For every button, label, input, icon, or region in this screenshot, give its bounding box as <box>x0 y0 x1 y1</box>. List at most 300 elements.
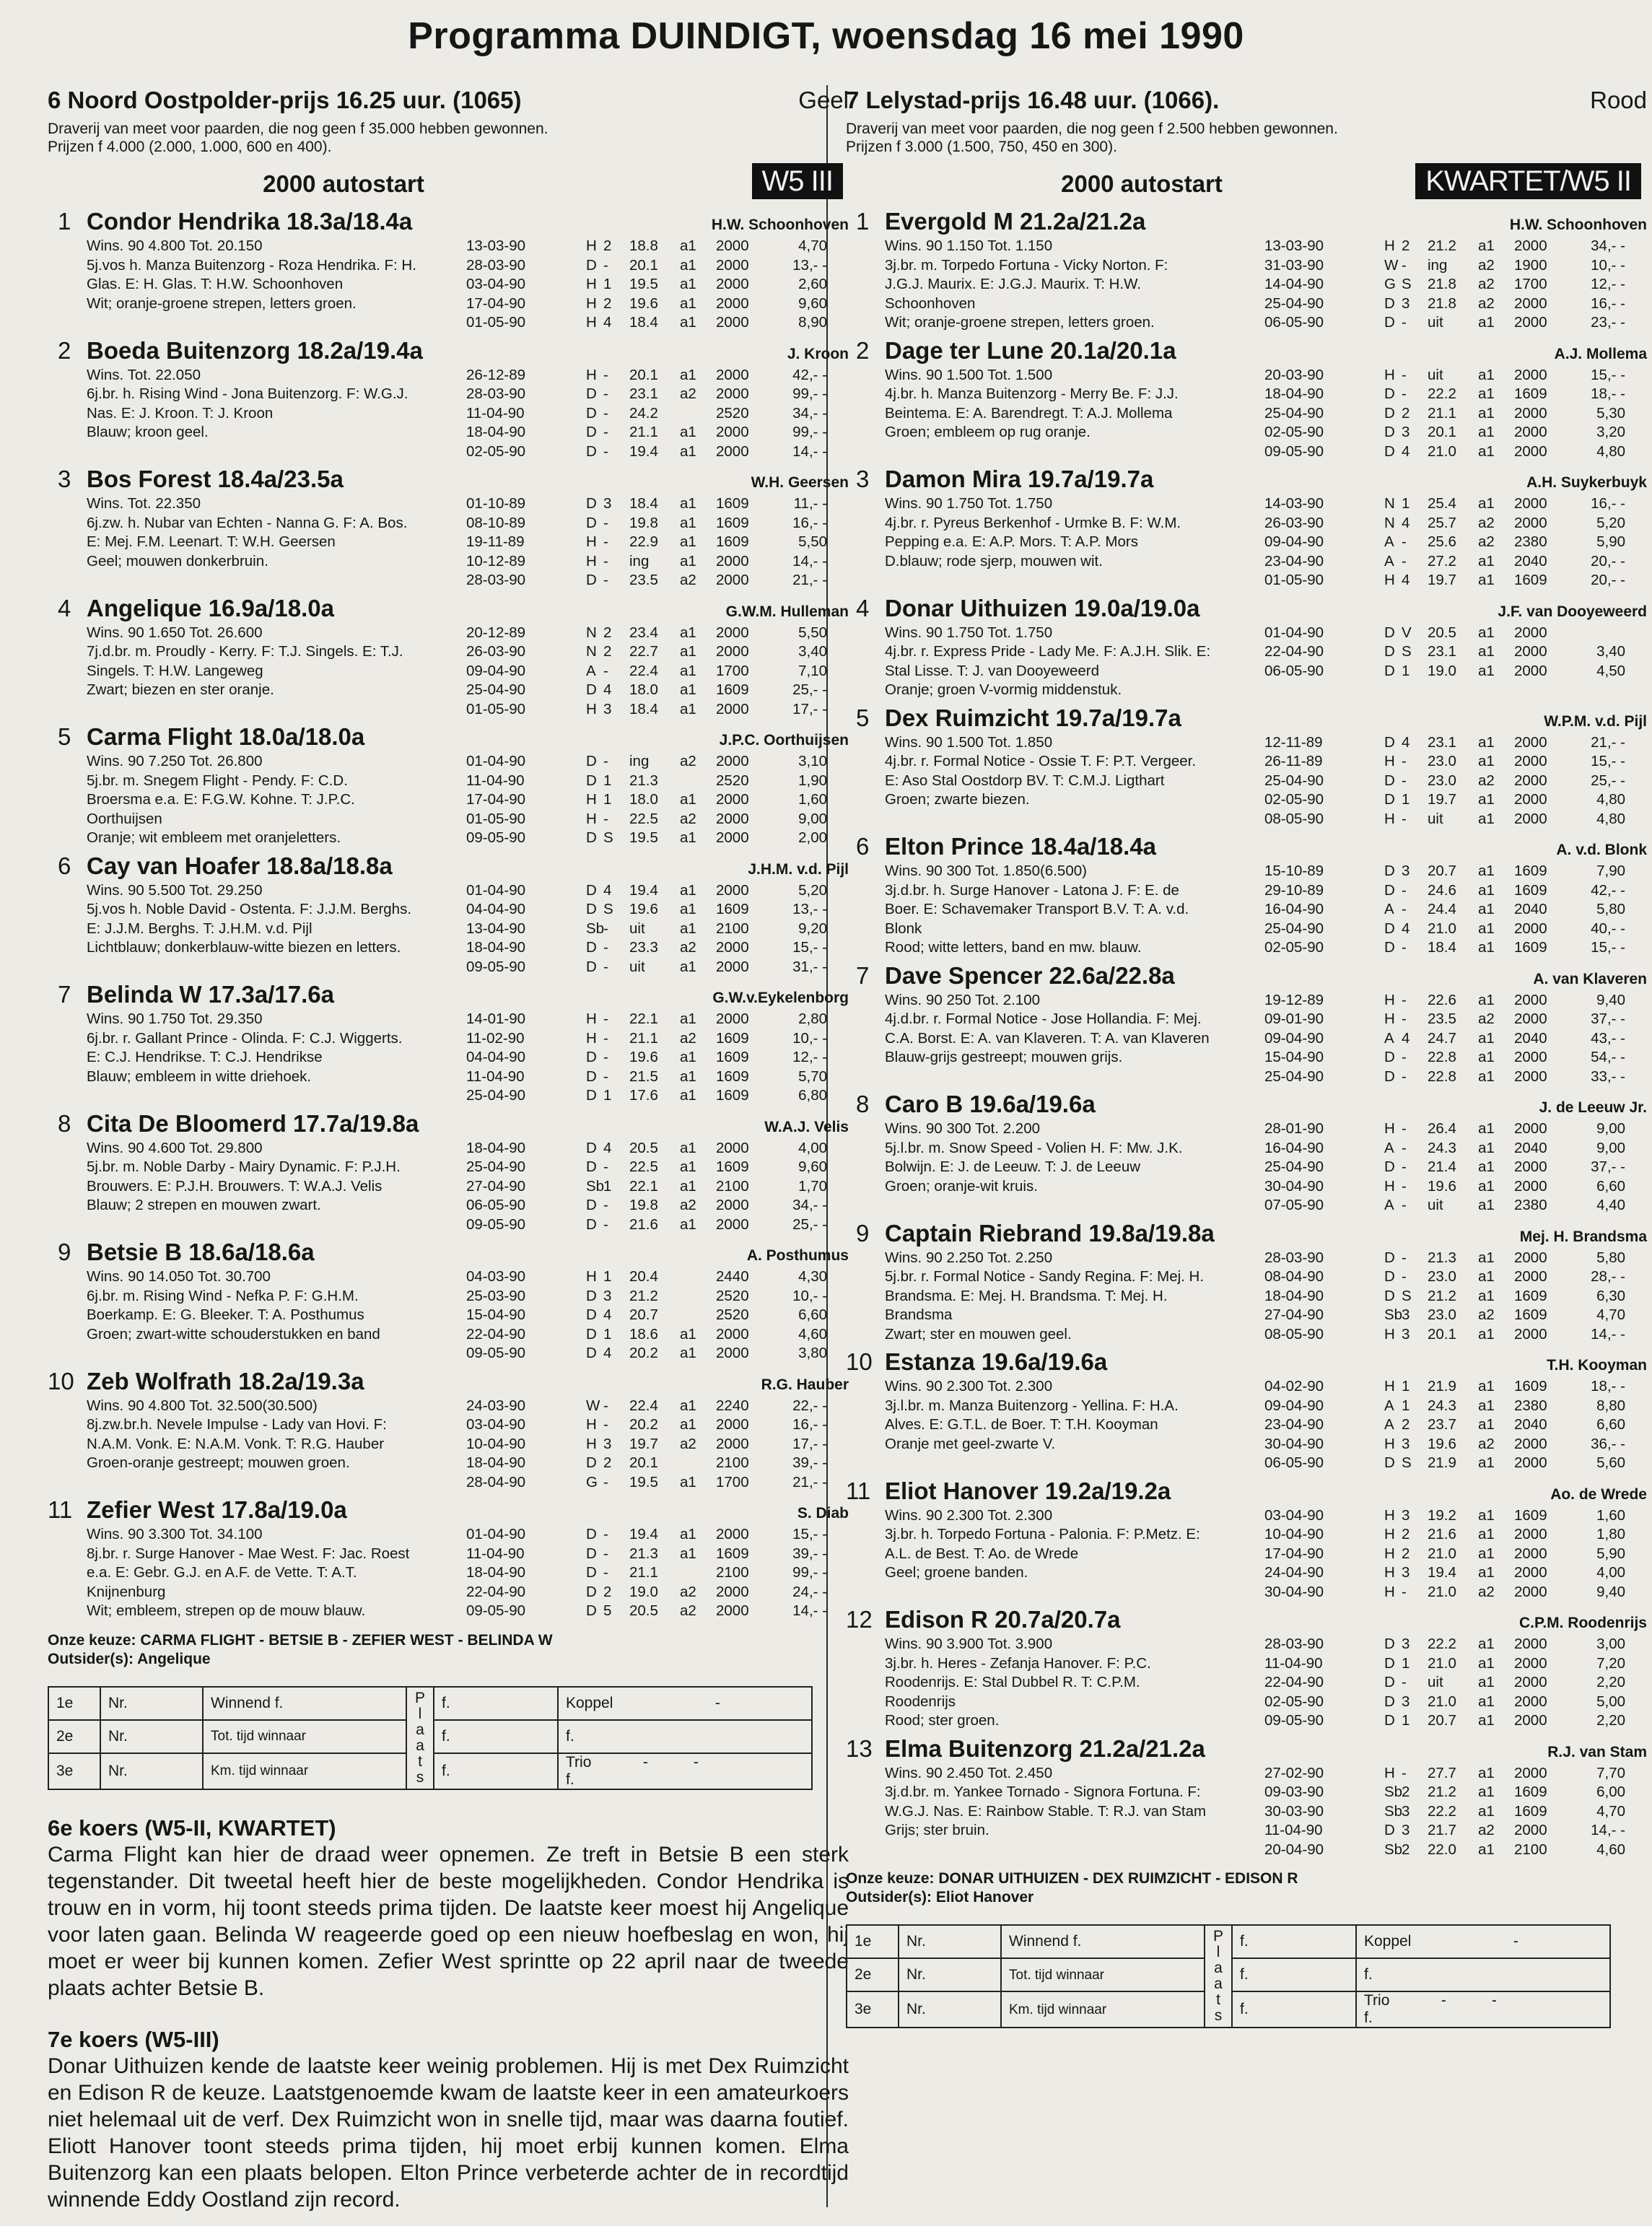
record-time: 21.0 <box>1428 1583 1456 1600</box>
record-place: 1 <box>1402 1397 1410 1414</box>
record-date: 16-04-90 <box>1264 1139 1324 1156</box>
record-date: 14-01-90 <box>466 1011 526 1027</box>
record-distance: 2000 <box>716 294 749 312</box>
race-records <box>1264 624 1625 681</box>
record-row <box>466 294 827 314</box>
our-pick-label: Onze keuze: <box>846 1870 935 1887</box>
record-place: 3 <box>603 1287 612 1304</box>
record-track: D <box>1384 863 1395 879</box>
record-odds: 33,- - <box>1591 1068 1625 1085</box>
record-date: 12-11-89 <box>1264 733 1323 751</box>
record-date: 04-04-90 <box>466 901 526 917</box>
horse-body <box>846 237 1647 333</box>
record-row <box>1264 1435 1625 1454</box>
description-line: 5j.br. m. Snegem Flight - Pendy. F: C.D. <box>87 772 348 789</box>
record-date: 08-10-89 <box>466 514 526 531</box>
horse-entry <box>846 1476 1647 1602</box>
record-time: 24.7 <box>1428 1029 1456 1047</box>
record-track: D <box>1384 1636 1395 1652</box>
trio-dash: - <box>1491 1992 1497 2009</box>
horse-number: 4 <box>58 594 71 621</box>
record-track: D <box>586 404 597 422</box>
result-label: Km. tijd winnaar <box>203 1753 406 1789</box>
record-odds: 5,80 <box>1596 1249 1625 1266</box>
our-pick-line <box>48 1631 849 1650</box>
record-distance: 1609 <box>716 1087 749 1104</box>
record-time: 23.7 <box>1428 1416 1456 1433</box>
record-track: D <box>1384 791 1395 808</box>
record-distance: 2000 <box>1514 772 1547 789</box>
record-date: 11-04-90 <box>466 1545 525 1562</box>
record-time: 19.8 <box>629 514 658 531</box>
horse-number: 1 <box>58 208 71 235</box>
record-track: D <box>1384 1249 1395 1266</box>
record-odds: 4,80 <box>1596 810 1625 827</box>
record-track: H <box>1384 1583 1395 1600</box>
horse-header <box>48 464 849 494</box>
record-odds: 34,- - <box>792 404 827 422</box>
record-date: 09-04-90 <box>466 662 526 679</box>
record-distance: 1609 <box>716 533 749 550</box>
record-distance: 2000 <box>1514 1674 1547 1690</box>
result-f-label: f. <box>434 1687 558 1720</box>
horse-name: Evergold M 21.2a/21.2a <box>885 208 1146 235</box>
description-line: Bolwijn. E: J. de Leeuw. T: J. de Leeuw <box>885 1158 1141 1175</box>
record-odds: 4,70 <box>798 237 827 254</box>
record-class: a1 <box>680 552 696 569</box>
description-line: Oranje; wit embleem met oranjeletters. <box>87 829 341 846</box>
record-odds: 8,90 <box>798 314 827 331</box>
record-time: 21.8 <box>1428 276 1456 292</box>
description-line: Wins. 90 4.800 Tot. 20.150 <box>87 237 263 254</box>
record-time: 19.5 <box>629 1473 658 1490</box>
record-odds: 4,70 <box>1596 1306 1625 1323</box>
horse-entry <box>48 464 849 590</box>
result-place: 1e <box>847 1925 899 1958</box>
result-nr-label: Nr. <box>100 1720 203 1753</box>
record-track: D <box>1384 1674 1395 1690</box>
trio-dash: - <box>693 1753 699 1771</box>
record-place: - <box>603 1473 608 1490</box>
record-date: 18-04-90 <box>466 939 526 956</box>
race-records <box>1264 1249 1625 1345</box>
page-title: Programma DUINDIGT, woensdag 16 mei 1990 <box>408 15 1244 57</box>
description-line: J.G.J. Maurix. E: J.G.J. Maurix. T: H.W. <box>885 276 1142 292</box>
record-place: - <box>1402 314 1407 331</box>
record-track: H <box>1384 1011 1395 1027</box>
horse-entry <box>846 832 1647 958</box>
record-track: Sb <box>1384 1841 1403 1858</box>
record-row <box>466 256 827 276</box>
description-line: Wins. 90 2.300 Tot. 2.300 <box>885 1378 1053 1394</box>
record-time: 21.0 <box>1428 920 1456 937</box>
record-row <box>1264 1415 1625 1435</box>
record-distance: 2000 <box>716 276 749 292</box>
result-table <box>48 1686 813 1790</box>
record-date: 23-04-90 <box>1264 1416 1324 1433</box>
record-date: 13-03-90 <box>466 237 526 254</box>
horse-name: Dex Ruimzicht 19.7a/19.7a <box>885 704 1181 731</box>
record-track: H <box>586 700 597 717</box>
record-class: a1 <box>1478 424 1495 440</box>
horse-name: Elma Buitenzorg 21.2a/21.2a <box>885 1734 1205 1762</box>
record-track: D <box>586 1049 597 1065</box>
race-records <box>1264 733 1625 829</box>
record-track: H <box>586 366 597 383</box>
record-class: a1 <box>1478 991 1495 1008</box>
horse-name: Eliot Hanover 19.2a/19.2a <box>885 1477 1171 1504</box>
result-koppel <box>1356 1925 1610 1958</box>
horse-body <box>48 494 849 590</box>
record-place: 3 <box>1402 1325 1410 1343</box>
record-row <box>466 366 827 385</box>
record-date: 24-03-90 <box>466 1397 526 1414</box>
record-date: 06-05-90 <box>466 1197 526 1213</box>
record-place: 2 <box>603 294 612 312</box>
our-pick <box>846 1869 1647 1907</box>
record-time: 21.6 <box>1428 1526 1456 1542</box>
record-time: 19.6 <box>1428 1177 1456 1195</box>
record-distance: 2000 <box>716 1011 749 1027</box>
record-odds: 5,90 <box>1596 1545 1625 1562</box>
horse-name: Captain Riebrand 19.8a/19.8a <box>885 1219 1215 1247</box>
record-place: - <box>603 753 608 769</box>
record-odds: 5,60 <box>1596 1454 1625 1471</box>
record-odds: 1,60 <box>798 791 827 808</box>
record-row <box>466 1158 827 1177</box>
record-date: 27-04-90 <box>1264 1306 1324 1323</box>
horse-trainer: Ao. de Wrede <box>1550 1485 1647 1503</box>
horse-entry <box>48 722 849 848</box>
result-place: 3e <box>48 1753 100 1789</box>
record-distance: 2000 <box>1514 1325 1547 1343</box>
record-time: 19.4 <box>1428 1564 1456 1581</box>
record-odds: 13,- - <box>792 901 827 917</box>
horse-body <box>48 752 849 848</box>
record-row <box>1264 881 1625 901</box>
record-place: - <box>603 366 608 383</box>
record-date: 01-05-90 <box>466 810 526 827</box>
record-distance: 2000 <box>1514 1764 1547 1781</box>
record-odds: 2,20 <box>1596 1674 1625 1690</box>
record-date: 09-05-90 <box>1264 1712 1324 1729</box>
horse-name: Estanza 19.6a/19.6a <box>885 1348 1108 1375</box>
record-row <box>1264 1654 1625 1674</box>
record-time: 21.1 <box>1428 404 1456 422</box>
race-records <box>466 237 827 333</box>
record-date: 25-04-90 <box>1264 1158 1324 1175</box>
description-line: Blauw-grijs gestreept; mouwen grijs. <box>885 1049 1123 1065</box>
record-row <box>466 514 827 533</box>
result-table <box>846 1924 1611 2028</box>
horse-trainer: A. van Klaveren <box>1533 970 1647 987</box>
description-line: Groen-oranje gestreept; mouwen groen. <box>87 1454 350 1471</box>
record-distance: 2000 <box>716 1526 749 1542</box>
description-line: Blonk <box>885 920 922 937</box>
record-row <box>466 700 827 720</box>
record-place: - <box>1402 939 1407 956</box>
horse-description <box>885 1506 1292 1583</box>
record-place: - <box>1402 901 1407 917</box>
outsider-value: Eliot Hanover <box>935 1889 1034 1906</box>
record-time: 22.8 <box>1428 1049 1456 1065</box>
horse-number: 7 <box>58 981 71 1008</box>
record-class: a1 <box>680 1011 696 1027</box>
record-distance: 2000 <box>716 256 749 274</box>
record-odds: 9,60 <box>798 1158 827 1175</box>
horse-description <box>87 624 494 700</box>
record-class: a1 <box>680 442 696 460</box>
record-time: uit <box>1428 1197 1443 1213</box>
record-time: 19.6 <box>629 294 658 312</box>
record-time: 20.5 <box>629 1602 658 1619</box>
record-place: 3 <box>1402 424 1410 440</box>
record-distance: 2000 <box>1514 1068 1547 1085</box>
description-line: D.blauw; rode sjerp, mouwen wit. <box>885 552 1103 569</box>
record-track: H <box>1384 1564 1395 1581</box>
record-distance: 2380 <box>1514 533 1547 550</box>
record-odds: 99,- - <box>792 1564 827 1581</box>
record-odds: 3,20 <box>1596 424 1625 440</box>
record-odds: 4,80 <box>1596 791 1625 808</box>
horse-number: 1 <box>856 208 870 235</box>
horse-number: 4 <box>856 594 870 621</box>
record-odds: 24,- - <box>792 1583 827 1600</box>
record-date: 22-04-90 <box>466 1583 526 1600</box>
record-class: a1 <box>1478 1416 1495 1433</box>
record-date: 13-03-90 <box>1264 237 1324 254</box>
horse-body <box>48 366 849 462</box>
record-date: 01-04-90 <box>466 881 526 899</box>
record-row <box>1264 1563 1625 1583</box>
record-distance: 1609 <box>1514 881 1547 899</box>
record-place: - <box>1402 1197 1407 1213</box>
record-class: a1 <box>1478 662 1495 679</box>
record-date: 04-03-90 <box>466 1268 526 1285</box>
record-distance: 1609 <box>716 1158 749 1175</box>
record-place: 3 <box>1402 1564 1410 1581</box>
record-row <box>466 385 827 404</box>
record-class: a1 <box>1478 863 1495 879</box>
record-class: a1 <box>1478 753 1495 769</box>
description-line: Wins. 90 1.750 Tot. 29.350 <box>87 1011 263 1027</box>
plaats-letter: P <box>1212 1928 1223 1945</box>
record-class: a1 <box>680 1545 696 1562</box>
record-class: a1 <box>680 237 696 254</box>
record-row <box>1264 1783 1625 1802</box>
record-place: - <box>603 424 608 440</box>
record-track: N <box>586 643 597 660</box>
record-row <box>466 1196 827 1215</box>
record-track: D <box>1384 1049 1395 1065</box>
horse-entry <box>48 1237 849 1363</box>
horse-trainer: H.W. Schoonhoven <box>1509 217 1647 233</box>
record-odds: 5,90 <box>1596 533 1625 550</box>
record-time: 19.7 <box>1428 791 1456 808</box>
race-records <box>1264 991 1625 1087</box>
record-time: ing <box>1428 256 1448 274</box>
horse-name: Caro B 19.6a/19.6a <box>885 1091 1096 1117</box>
record-distance: 2000 <box>716 442 749 460</box>
record-row <box>1264 1287 1625 1306</box>
horse-header <box>48 593 849 624</box>
record-track: D <box>1384 1287 1395 1304</box>
record-date: 11-04-90 <box>1264 1654 1323 1672</box>
record-date: 15-04-90 <box>466 1306 526 1323</box>
record-class: a1 <box>1478 1197 1495 1213</box>
record-time: 21.1 <box>629 1564 658 1581</box>
record-date: 10-04-90 <box>466 1435 526 1452</box>
record-date: 25-04-90 <box>466 1087 526 1104</box>
record-place: 3 <box>603 700 612 717</box>
record-distance: 2000 <box>716 624 749 641</box>
record-row <box>1264 1048 1625 1068</box>
record-class: a2 <box>680 385 696 402</box>
horse-trainer: W.H. Geersen <box>751 474 849 491</box>
result-f-label: f. <box>434 1753 558 1789</box>
horse-description <box>885 366 1292 442</box>
record-row <box>1264 1325 1625 1345</box>
record-track: D <box>586 1454 597 1471</box>
record-row <box>466 900 827 920</box>
record-place: S <box>603 901 613 917</box>
record-row <box>466 772 827 791</box>
result-trio <box>558 1753 812 1789</box>
record-distance: 2000 <box>716 753 749 769</box>
record-distance: 2000 <box>716 939 749 956</box>
record-date: 18-04-90 <box>1264 385 1324 402</box>
record-row <box>1264 662 1625 681</box>
description-line: Blauw; embleem in witte driehoek. <box>87 1068 312 1085</box>
record-time: 21.3 <box>629 1545 658 1562</box>
record-track: A <box>1384 1197 1394 1213</box>
record-track: D <box>1384 881 1395 899</box>
record-date: 20-12-89 <box>466 624 526 641</box>
record-time: 22.6 <box>1428 991 1456 1008</box>
record-class: a1 <box>680 314 696 331</box>
record-place: 3 <box>1402 1506 1410 1524</box>
record-track: D <box>1384 1654 1395 1672</box>
record-class: a2 <box>1478 514 1495 531</box>
result-label: Winnend f. <box>203 1687 406 1720</box>
record-place: 3 <box>1402 294 1410 312</box>
record-place: - <box>1402 1583 1407 1600</box>
record-time: 24.6 <box>1428 881 1456 899</box>
record-track: D <box>586 1602 597 1619</box>
race-name: 7 Lelystad-prijs 16.48 uur. (1066). <box>846 87 1220 113</box>
koppel-label: Koppel <box>566 1694 613 1711</box>
horse-entry <box>48 851 849 977</box>
record-distance: 1609 <box>1514 863 1547 879</box>
record-track: D <box>586 1545 597 1562</box>
record-odds: 4,70 <box>1596 1802 1625 1820</box>
record-track: D <box>1384 662 1395 679</box>
record-row <box>1264 624 1625 643</box>
record-odds: 16,- - <box>1591 495 1625 512</box>
record-row <box>466 790 827 810</box>
record-place: S <box>1402 276 1412 292</box>
horse-name: Boeda Buitenzorg 18.2a/19.4a <box>87 336 423 364</box>
description-line: 3j.l.br. m. Manza Buitenzorg - Yellina. F: H.A. <box>885 1397 1179 1414</box>
description-line: Groen; oranje-wit kruis. <box>885 1177 1038 1195</box>
record-class: a1 <box>680 1215 696 1233</box>
description-line: Wins. 90 1.650 Tot. 26.600 <box>87 624 263 641</box>
record-place: 4 <box>1402 514 1410 531</box>
record-odds: 2,60 <box>798 276 827 292</box>
record-time: 21.3 <box>1428 1249 1456 1266</box>
record-place: - <box>1402 753 1407 769</box>
record-time: 23.5 <box>1428 1011 1456 1027</box>
record-place: - <box>1402 1177 1407 1195</box>
record-time: 20.1 <box>629 256 658 274</box>
record-row <box>466 1583 827 1602</box>
race-records <box>1264 366 1625 462</box>
record-class: a1 <box>680 1526 696 1542</box>
record-row <box>1264 1306 1625 1325</box>
record-distance: 2000 <box>1514 1564 1547 1581</box>
record-distance: 1609 <box>716 901 749 917</box>
description-line: Wins. 90 4.600 Tot. 29.800 <box>87 1139 263 1156</box>
record-time: 22.2 <box>1428 1802 1456 1820</box>
horse-entry <box>48 593 849 720</box>
horse-description <box>885 624 1292 700</box>
record-odds: 15,- - <box>1591 366 1625 383</box>
record-time: 18.0 <box>629 791 658 808</box>
record-row <box>1264 552 1625 572</box>
record-place: 2 <box>603 1583 612 1600</box>
record-distance: 2000 <box>1514 424 1547 440</box>
our-pick-label: Onze keuze: <box>48 1631 136 1649</box>
record-odds: 4,80 <box>1596 442 1625 460</box>
description-line: Rood; witte letters, band en mw. blauw. <box>885 939 1142 956</box>
record-row <box>1264 237 1625 256</box>
horse-entry <box>48 979 849 1106</box>
record-row <box>466 1267 827 1287</box>
record-time: 19.6 <box>1428 1435 1456 1452</box>
horse-number: 6 <box>856 833 870 860</box>
record-class: a1 <box>1478 1693 1495 1710</box>
record-track: D <box>1384 1693 1395 1710</box>
horse-description <box>885 1377 1292 1454</box>
record-class: a1 <box>1478 881 1495 899</box>
record-odds: 17,- - <box>792 1435 827 1452</box>
record-odds: 43,- - <box>1591 1029 1625 1047</box>
horse-entry <box>846 1218 1647 1345</box>
horse-entry <box>846 593 1647 700</box>
record-track: H <box>1384 1325 1395 1343</box>
record-place: - <box>1402 1674 1407 1690</box>
condition-line: Draverij van meet voor paarden, die nog geen f 2.500 hebben gewonnen. <box>846 121 1338 137</box>
record-place: 1 <box>1402 1712 1410 1729</box>
record-distance: 2000 <box>1514 1249 1547 1266</box>
horse-description <box>885 991 1292 1068</box>
record-odds: 14,- - <box>1591 1325 1625 1343</box>
record-class: a1 <box>1478 901 1495 917</box>
record-odds: 20,- - <box>1591 572 1625 588</box>
record-row <box>466 571 827 590</box>
start-label: 2000 autostart <box>263 170 424 197</box>
record-distance: 2000 <box>1514 314 1547 331</box>
record-time: 23.4 <box>629 624 658 641</box>
record-track: D <box>586 1068 597 1085</box>
record-time: 25.7 <box>1428 514 1456 531</box>
record-time: 18.4 <box>629 700 658 717</box>
description-line: 6j.zw. h. Nubar van Echten - Nanna G. F: A. Bos. <box>87 514 408 531</box>
horse-body <box>846 494 1647 590</box>
record-distance: 2000 <box>1514 294 1547 312</box>
record-row <box>466 1325 827 1345</box>
record-place: - <box>603 920 608 937</box>
